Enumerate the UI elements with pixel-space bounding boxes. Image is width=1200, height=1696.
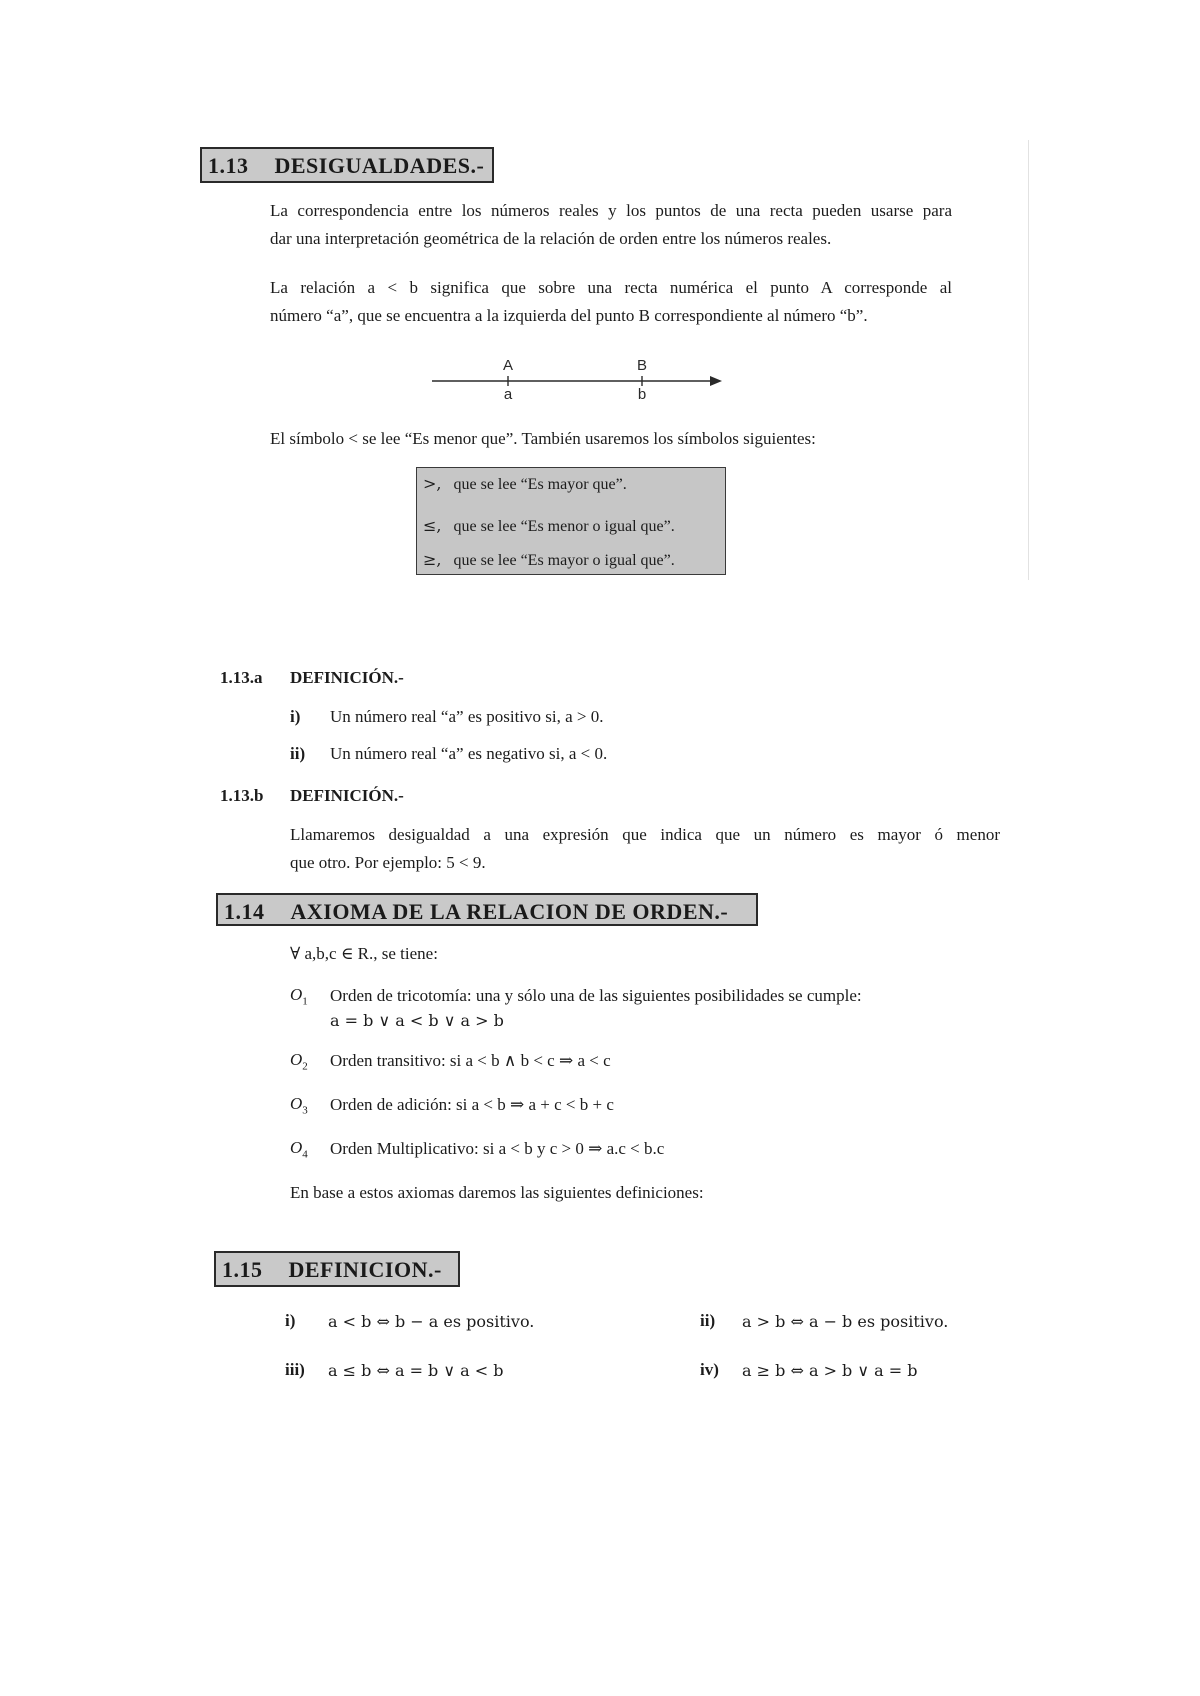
section-heading-1-13 (200, 147, 494, 183)
arrow-head-icon (710, 376, 722, 386)
axiom-intro: ∀ a,b,c ∈ R., se tiene: (290, 944, 438, 963)
paragraph-order-relation (270, 274, 952, 330)
symbols-box (416, 467, 726, 575)
axiom-text: Orden transitivo: si a < b ∧ b < c ⇒ a < c (330, 1051, 611, 1070)
axiom-label-o3: $O_3$ (290, 1094, 308, 1117)
symbol-less-equal: ≤, (423, 516, 442, 535)
item-label: ii) (290, 744, 306, 763)
section-title: DESIGUALDADES.- (274, 153, 485, 178)
paragraph-symbol-intro: El símbolo < se lee “Es menor que”. También usaremos los símbolos siguientes: (270, 429, 816, 448)
item-label: iv) (700, 1360, 719, 1379)
item-label: iii) (285, 1360, 305, 1379)
symbol-meaning: que se lee “Es mayor o igual que”. (453, 552, 675, 569)
subsection-title-1-13-b: DEFINICIÓN.- (290, 786, 404, 805)
definition-text: a ≤ b ⇔ a = b ∨ a < b (328, 1361, 504, 1380)
label-point-A: A (502, 357, 514, 374)
text-line: La correspondencia entre los números reales y los puntos de una recta pueden usarse para (270, 201, 952, 220)
text-line: número “a”, que se encuentra a la izquierda del punto B correspondiente al número “b”. (270, 306, 868, 325)
page-edge-rule (1028, 140, 1029, 580)
subsection-number-1-13-b: 1.13.b (220, 786, 264, 805)
axiom-label-o4: $O_4$ (290, 1138, 308, 1161)
text-line: La relación a < b significa que sobre una recta numérica el punto A corresponde al (270, 278, 952, 297)
subsection-title-1-13-a: DEFINICIÓN.- (290, 668, 404, 687)
label-point-B: B (636, 357, 648, 374)
label-value-b: b (637, 386, 647, 403)
item-text: Un número real “a” es negativo si, a < 0. (330, 744, 608, 763)
axiom-label-o2: $O_2$ (290, 1050, 308, 1073)
axiom-label-o1: $O_1$ (290, 985, 308, 1008)
number-line-diagram (420, 352, 740, 412)
item-label: i) (290, 707, 301, 726)
axiom-text: Orden de tricotomía: una y sólo una de las siguientes posibilidades se cumple: (330, 986, 862, 1005)
section-title: AXIOMA DE LA RELACION DE ORDEN.- (290, 899, 729, 924)
axioms-closing: En base a estos axiomas daremos las siguientes definiciones: (290, 1183, 704, 1202)
symbol-row (423, 516, 675, 536)
symbol-row (423, 474, 627, 494)
definition-text: a ≥ b ⇔ a > b ∨ a = b (742, 1361, 918, 1380)
text-line: que otro. Por ejemplo: 5 < 9. (290, 853, 486, 872)
symbol-meaning: que se lee “Es mayor que”. (453, 476, 627, 493)
section-title: DEFINICION.- (288, 1257, 442, 1282)
symbol-meaning: que se lee “Es menor o igual que”. (453, 518, 675, 535)
section-heading-1-15 (214, 1251, 460, 1287)
item-text: Un número real “a” es positivo si, a > 0. (330, 707, 604, 726)
section-number: 1.13 (208, 153, 249, 178)
item-label: i) (285, 1311, 296, 1330)
subsection-number-1-13-a: 1.13.a (220, 668, 263, 687)
paragraph-correspondence (270, 197, 952, 253)
text-line: Llamaremos desigualdad a una expresión que indica que un número es mayor ó menor (290, 825, 1000, 844)
section-number: 1.14 (224, 899, 265, 924)
axiom-text: Orden de adición: si a < b ⇒ a + c < b + c (330, 1095, 614, 1114)
text-line: dar una interpretación geométrica de la relación de orden entre los números reales. (270, 229, 832, 248)
definition-text: a > b ⇔ a − b es positivo. (742, 1312, 949, 1331)
axiom-text: Orden Multiplicativo: si a < b y c > 0 ⇒ a.c < b.c (330, 1139, 665, 1158)
symbol-greater: >, (423, 474, 442, 493)
paragraph-inequality-definition (290, 821, 1000, 877)
section-heading-1-14 (216, 893, 758, 926)
item-label: ii) (700, 1311, 716, 1330)
section-number: 1.15 (222, 1257, 263, 1282)
symbol-greater-equal: ≥, (423, 550, 442, 569)
definition-text: a < b ⇔ b − a es positivo. (328, 1312, 535, 1331)
label-value-a: a (503, 386, 513, 403)
symbol-row (423, 550, 675, 570)
axiom-formula: a = b ∨ a < b ∨ a > b (330, 1011, 504, 1030)
